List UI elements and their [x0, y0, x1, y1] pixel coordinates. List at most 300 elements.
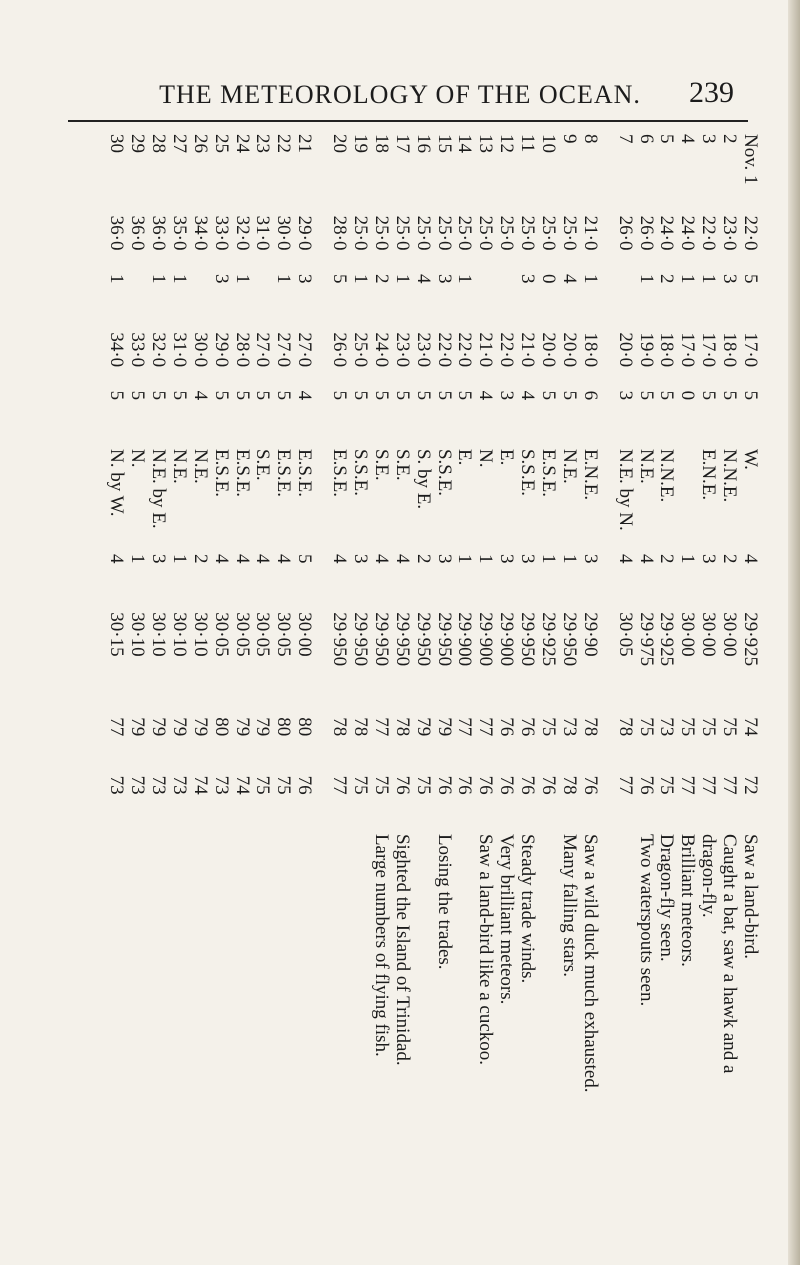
table-cell — [614, 270, 635, 328]
table-cell: 30·00 — [719, 612, 741, 657]
table-cell: 10 — [537, 134, 559, 153]
table-cell: 5 — [349, 390, 371, 401]
table-cell: 5 — [252, 390, 274, 401]
table-cell: 30·00 — [294, 612, 316, 657]
table-cell: 29·0 — [210, 332, 232, 368]
table-cell: 3 — [698, 134, 720, 144]
table-cell: 23·0 — [412, 332, 434, 368]
table-cell: 80 — [273, 717, 295, 737]
table-cell: 1 — [168, 553, 190, 564]
table-row — [210, 130, 231, 1250]
table-cell: 5 — [656, 134, 678, 144]
table-cell: 1 — [454, 553, 476, 564]
table-cell: N. — [127, 448, 149, 468]
table-cell: 20 — [329, 134, 351, 153]
table-cell: 21 — [294, 134, 316, 153]
table-cell: 5 — [698, 390, 720, 401]
table-cell: 76 — [294, 775, 316, 795]
table-cell: 5 — [329, 390, 351, 401]
table-cell: 2 — [189, 553, 211, 564]
page-number: 239 — [689, 76, 734, 109]
table-cell: 18·0 — [719, 332, 741, 368]
table-row — [272, 130, 293, 1250]
table-row — [676, 130, 697, 1250]
table-cell — [537, 830, 558, 1250]
table-cell: 36·0 — [127, 215, 149, 251]
table-cell: S. by E. — [412, 448, 434, 510]
table-cell: Losing the trades. — [433, 833, 455, 970]
table-cell: 29·900 — [475, 612, 497, 667]
table-cell: 29·900 — [496, 612, 518, 667]
table-cell: 74 — [231, 775, 253, 795]
table-row — [252, 130, 273, 1250]
table-row — [105, 130, 126, 1250]
table-cell: 77 — [698, 775, 720, 795]
table-cell: E.S.E. — [210, 448, 232, 497]
table-cell: 4 — [740, 553, 761, 564]
table-cell: 76 — [475, 775, 497, 795]
table-cell: 24·0 — [677, 215, 699, 251]
table-cell: 25·0 — [475, 215, 497, 251]
group-gap — [600, 130, 614, 1250]
table-cell: 4 — [635, 553, 657, 564]
table-cell: 30·15 — [106, 612, 128, 657]
table-cell: 27 — [168, 134, 190, 153]
table-cell: 29·90 — [579, 612, 601, 657]
table-cell: 8 — [579, 134, 601, 144]
table-cell: N.E. — [635, 448, 657, 484]
table-row — [370, 130, 391, 1250]
table-cell: 5 — [719, 390, 741, 401]
table-cell: 80 — [210, 717, 232, 737]
table-cell: 29·950 — [370, 612, 392, 667]
table-cell: 76 — [579, 775, 601, 795]
table-cell: 4 — [370, 553, 392, 564]
table-cell — [231, 830, 252, 1250]
table-cell: 5 — [412, 390, 434, 401]
table-cell: 30 — [106, 134, 128, 153]
table-cell: 24·0 — [656, 215, 678, 251]
table-cell: 1 — [168, 273, 190, 284]
table-cell: 26 — [189, 134, 211, 153]
table-cell: 2 — [370, 273, 392, 284]
table-cell: 73 — [210, 775, 232, 795]
table-cell: 3 — [433, 273, 455, 284]
table-cell — [252, 270, 273, 328]
table-cell: 78 — [558, 775, 580, 795]
table-cell: 73 — [656, 717, 678, 737]
table-row — [433, 130, 454, 1250]
table-cell: 1 — [127, 553, 149, 564]
table-cell: 25·0 — [558, 215, 580, 251]
table-cell: 7 — [614, 134, 636, 144]
table-cell: 27·0 — [273, 332, 295, 368]
table-cell: N. by W. — [106, 448, 128, 517]
table-cell: 74 — [189, 775, 211, 795]
table-cell: 77 — [614, 775, 636, 795]
table-cell: 30·05 — [210, 612, 232, 657]
table-row — [231, 130, 252, 1250]
table-cell: E.S.E. — [231, 448, 253, 497]
table-cell: 1 — [475, 553, 497, 564]
table-cell: 25·0 — [370, 215, 392, 251]
table-cell: 29·975 — [635, 612, 657, 667]
table-cell: Nov. 1 — [740, 134, 761, 185]
table-cell: 27·0 — [294, 332, 316, 368]
table-cell: 5 — [558, 390, 580, 401]
table-cell: 5 — [391, 390, 413, 401]
table-cell: 22 — [273, 134, 295, 153]
table-cell: 4 — [294, 390, 316, 401]
table-cell — [189, 830, 210, 1250]
table-cell: 5 — [656, 390, 678, 401]
table-cell — [676, 445, 697, 550]
table-cell: 4 — [517, 390, 539, 401]
table-cell: 76 — [517, 775, 539, 795]
table-cell: 1 — [579, 273, 601, 284]
table-cell: 75 — [349, 775, 371, 795]
table-cell: 27·0 — [252, 332, 274, 368]
table-cell: 1 — [677, 553, 699, 564]
table-cell: 78 — [329, 717, 351, 737]
table-cell: 25·0 — [349, 215, 371, 251]
table-cell: Saw a land-bird like a cuckoo. — [475, 833, 497, 1066]
table-cell: S.S.E. — [349, 448, 371, 496]
table-cell: 4 — [558, 273, 580, 284]
table-cell: 25·0 — [391, 215, 413, 251]
table-cell — [252, 830, 273, 1250]
table-cell: 79 — [147, 717, 169, 737]
table-cell: Saw a land-bird. — [740, 833, 761, 960]
table-cell: 78 — [349, 717, 371, 737]
table-cell: N.E. by N. — [614, 448, 636, 531]
table-cell: 16 — [412, 134, 434, 153]
table-cell: 14 — [454, 134, 476, 153]
table-cell: 35·0 — [168, 215, 190, 251]
table-cell: 79 — [252, 717, 274, 737]
table-cell: 30·0 — [189, 332, 211, 368]
table-cell: N.E. — [168, 448, 190, 484]
table-cell: 25·0 — [412, 215, 434, 251]
table-cell: 3 — [349, 553, 371, 564]
table-cell: 4 — [614, 553, 636, 564]
table-cell: 13 — [475, 134, 497, 153]
table-row — [614, 130, 635, 1250]
table-cell: 29·925 — [740, 612, 761, 667]
table-cell: 4 — [329, 553, 351, 564]
table-row — [412, 130, 433, 1250]
table-cell: 1 — [231, 273, 253, 284]
table-cell: 34·0 — [189, 215, 211, 251]
table-cell: 33·0 — [127, 332, 149, 368]
table-cell: Many falling stars. — [558, 833, 580, 977]
table-row — [189, 130, 210, 1250]
table-cell: S.S.E. — [517, 448, 539, 496]
table-cell: N.N.E. — [719, 448, 741, 503]
table-cell: N.N.E. — [656, 448, 678, 503]
table-cell: 30·05 — [273, 612, 295, 657]
table-cell — [454, 830, 475, 1250]
table-row — [168, 130, 189, 1250]
table-cell: Very brilliant meteors. — [496, 833, 518, 1005]
table-row — [495, 130, 516, 1250]
table-row — [293, 130, 314, 1250]
table-cell: 1 — [635, 273, 657, 284]
table-cell — [293, 830, 314, 1250]
table-cell: 3 — [579, 553, 601, 564]
table-cell: E.N.E. — [579, 448, 601, 501]
table-row — [537, 130, 558, 1250]
table-cell — [147, 830, 168, 1250]
table-cell: S.E. — [252, 448, 274, 481]
table-cell: 3 — [496, 390, 518, 401]
table-cell: 25·0 — [454, 215, 476, 251]
table-row — [454, 130, 475, 1250]
table-cell: 5 — [231, 390, 253, 401]
table-cell: 79 — [168, 717, 190, 737]
table-cell: 4 — [475, 390, 497, 401]
table-cell: 22·0 — [698, 215, 720, 251]
table-cell: 29·950 — [349, 612, 371, 667]
table-body — [105, 130, 760, 1250]
table-cell — [126, 830, 147, 1250]
table-cell: Large numbers of flying fish. — [370, 833, 392, 1057]
table-cell: 25 — [210, 134, 232, 153]
table-cell: 3 — [294, 273, 316, 284]
table-cell: 75 — [252, 775, 274, 795]
table-cell: 29·0 — [294, 215, 316, 251]
table-cell: 24 — [231, 134, 253, 153]
table-cell: 75 — [537, 717, 559, 737]
table-cell: 77 — [719, 775, 741, 795]
table-cell: E. — [496, 448, 518, 466]
table-cell: 20·0 — [614, 332, 636, 368]
table-cell: 76 — [635, 775, 657, 795]
table-cell: 23 — [252, 134, 274, 153]
table-cell: dragon-fly. — [698, 833, 720, 918]
table-cell: 34·0 — [106, 332, 128, 368]
table-cell: 11 — [517, 134, 539, 153]
table-cell: 3 — [433, 553, 455, 564]
table-cell: 19·0 — [635, 332, 657, 368]
table-cell: 5 — [273, 390, 295, 401]
table-cell: 1 — [273, 273, 295, 284]
table-cell: 73 — [168, 775, 190, 795]
table-cell: 30·10 — [189, 612, 211, 657]
table-cell: 9 — [558, 134, 580, 144]
table-cell: 23·0 — [391, 332, 413, 368]
table-cell: 76 — [537, 775, 559, 795]
table-row — [349, 130, 370, 1250]
table-cell: 22·0 — [740, 215, 761, 251]
table-cell: 17·0 — [698, 332, 720, 368]
table-cell: 4 — [273, 553, 295, 564]
table-cell: 2 — [719, 553, 741, 564]
table-cell: 29·925 — [537, 612, 559, 667]
table-cell: 1 — [349, 273, 371, 284]
table-cell: 5 — [106, 390, 128, 401]
table-cell: E.S.E. — [273, 448, 295, 497]
table-cell: 72 — [740, 775, 761, 795]
table-cell: 1 — [537, 553, 559, 564]
table-cell: 1 — [558, 553, 580, 564]
table-cell: 29·950 — [517, 612, 539, 667]
table-cell — [168, 830, 189, 1250]
table-cell — [272, 830, 293, 1250]
table-cell: 25·0 — [517, 215, 539, 251]
table-row — [718, 130, 739, 1250]
table-cell: E.S.E. — [329, 448, 351, 497]
group-gap — [314, 130, 328, 1250]
table-cell: 1 — [698, 273, 720, 284]
table-cell: 20·0 — [558, 332, 580, 368]
table-cell: 74 — [740, 717, 761, 737]
table-cell — [474, 270, 495, 328]
table-cell: 76 — [496, 775, 518, 795]
table-cell: 22·0 — [496, 332, 518, 368]
table-row — [739, 130, 760, 1250]
table-cell: 29·950 — [433, 612, 455, 667]
table-cell: 75 — [677, 717, 699, 737]
table-cell: 21·0 — [517, 332, 539, 368]
table-cell: 77 — [329, 775, 351, 795]
table-cell: 29·925 — [656, 612, 678, 667]
table-cell: 78 — [614, 717, 636, 737]
table-cell: 29·950 — [412, 612, 434, 667]
table-cell: 0 — [537, 273, 559, 284]
table-cell: 6 — [579, 390, 601, 401]
table-cell: 3 — [698, 553, 720, 564]
table-cell: 5 — [370, 390, 392, 401]
table-cell: S.E. — [391, 448, 413, 481]
table-row — [474, 130, 495, 1250]
table-cell: 3 — [210, 273, 232, 284]
table-cell: 79 — [189, 717, 211, 737]
table-cell: 75 — [656, 775, 678, 795]
table-cell — [412, 830, 433, 1250]
table-cell: E. — [454, 448, 476, 466]
observation-table — [105, 130, 760, 1250]
table-cell — [328, 830, 349, 1250]
table-cell: 1 — [147, 273, 169, 284]
table-cell: 26·0 — [614, 215, 636, 251]
table-cell: Dragon-fly seen. — [656, 833, 678, 962]
table-cell: 30·00 — [677, 612, 699, 657]
table-cell: 5 — [168, 390, 190, 401]
table-cell: 79 — [433, 717, 455, 737]
table-cell: 2 — [656, 273, 678, 284]
table-cell: 6 — [635, 134, 657, 144]
table-cell: 80 — [294, 717, 316, 737]
table-cell: Caught a bat, saw a hawk and a — [719, 833, 741, 1074]
table-row — [635, 130, 656, 1250]
table-cell: 30·0 — [273, 215, 295, 251]
table-row — [516, 130, 537, 1250]
table-cell: W. — [740, 448, 761, 470]
table-cell: 4 — [106, 553, 128, 564]
table-cell: 5 — [454, 390, 476, 401]
table-cell: 4 — [231, 553, 253, 564]
table-cell: 30·10 — [127, 612, 149, 657]
table-row — [579, 130, 600, 1250]
table-cell: 5 — [537, 390, 559, 401]
table-cell: 1 — [677, 273, 699, 284]
table-cell: 3 — [147, 553, 169, 564]
table-cell: S.E. — [370, 448, 392, 481]
table-row — [697, 130, 718, 1250]
table-cell: 4 — [391, 553, 413, 564]
running-head: THE METEOROLOGY OF THE OCEAN. — [159, 80, 641, 109]
table-cell: 32·0 — [231, 215, 253, 251]
table-row — [126, 130, 147, 1250]
table-cell: 31·0 — [252, 215, 274, 251]
table-cell: 76 — [433, 775, 455, 795]
table-cell: N.E. — [558, 448, 580, 484]
table-cell: 78 — [391, 717, 413, 737]
table-cell: 75 — [273, 775, 295, 795]
table-cell: 4 — [210, 553, 232, 564]
table-cell: 2 — [656, 553, 678, 564]
table-cell: 77 — [106, 717, 128, 737]
table-cell: 76 — [517, 717, 539, 737]
table-cell: 75 — [635, 717, 657, 737]
table-cell: 30·00 — [698, 612, 720, 657]
table-cell: 30·10 — [147, 612, 169, 657]
table-cell: 77 — [475, 717, 497, 737]
table-row — [656, 130, 677, 1250]
table-cell: 73 — [127, 775, 149, 795]
table-cell: 30·05 — [231, 612, 253, 657]
table-cell: S.S.E. — [433, 448, 455, 496]
table-cell: 36·0 — [106, 215, 128, 251]
table-cell: 18 — [370, 134, 392, 153]
table-cell: 4 — [189, 390, 211, 401]
table-cell: 5 — [294, 553, 316, 564]
table-cell: 29·900 — [454, 612, 476, 667]
table-cell: Steady trade winds. — [517, 833, 539, 984]
table-cell: 32·0 — [147, 332, 169, 368]
table-cell: E.N.E. — [698, 448, 720, 501]
table-cell: 15 — [433, 134, 455, 153]
table-cell: 30·05 — [614, 612, 636, 657]
table-cell: 25·0 — [433, 215, 455, 251]
table-cell: 5 — [635, 390, 657, 401]
table-cell: 75 — [698, 717, 720, 737]
table-cell: 4 — [412, 273, 434, 284]
table-cell: 30·10 — [168, 612, 190, 657]
table-cell — [495, 270, 516, 328]
table-row — [328, 130, 349, 1250]
table-cell: 5 — [433, 390, 455, 401]
table-cell: 3 — [614, 390, 636, 401]
table-cell: 1 — [454, 273, 476, 284]
table-cell: 25·0 — [537, 215, 559, 251]
table-cell — [189, 270, 210, 328]
table-cell: 17 — [391, 134, 413, 153]
table-cell: N.E. — [189, 448, 211, 484]
table-cell — [614, 830, 635, 1250]
table-cell: 18·0 — [656, 332, 678, 368]
table-cell: 3 — [496, 553, 518, 564]
table-cell: 77 — [677, 775, 699, 795]
table-cell: Saw a wild duck much exhausted. — [579, 833, 601, 1093]
table-cell: 5 — [147, 390, 169, 401]
table-cell: 76 — [454, 775, 476, 795]
table-cell: 3 — [517, 553, 539, 564]
table-cell: 26·0 — [635, 215, 657, 251]
table-cell: 0 — [677, 390, 699, 401]
table-row — [147, 130, 168, 1250]
